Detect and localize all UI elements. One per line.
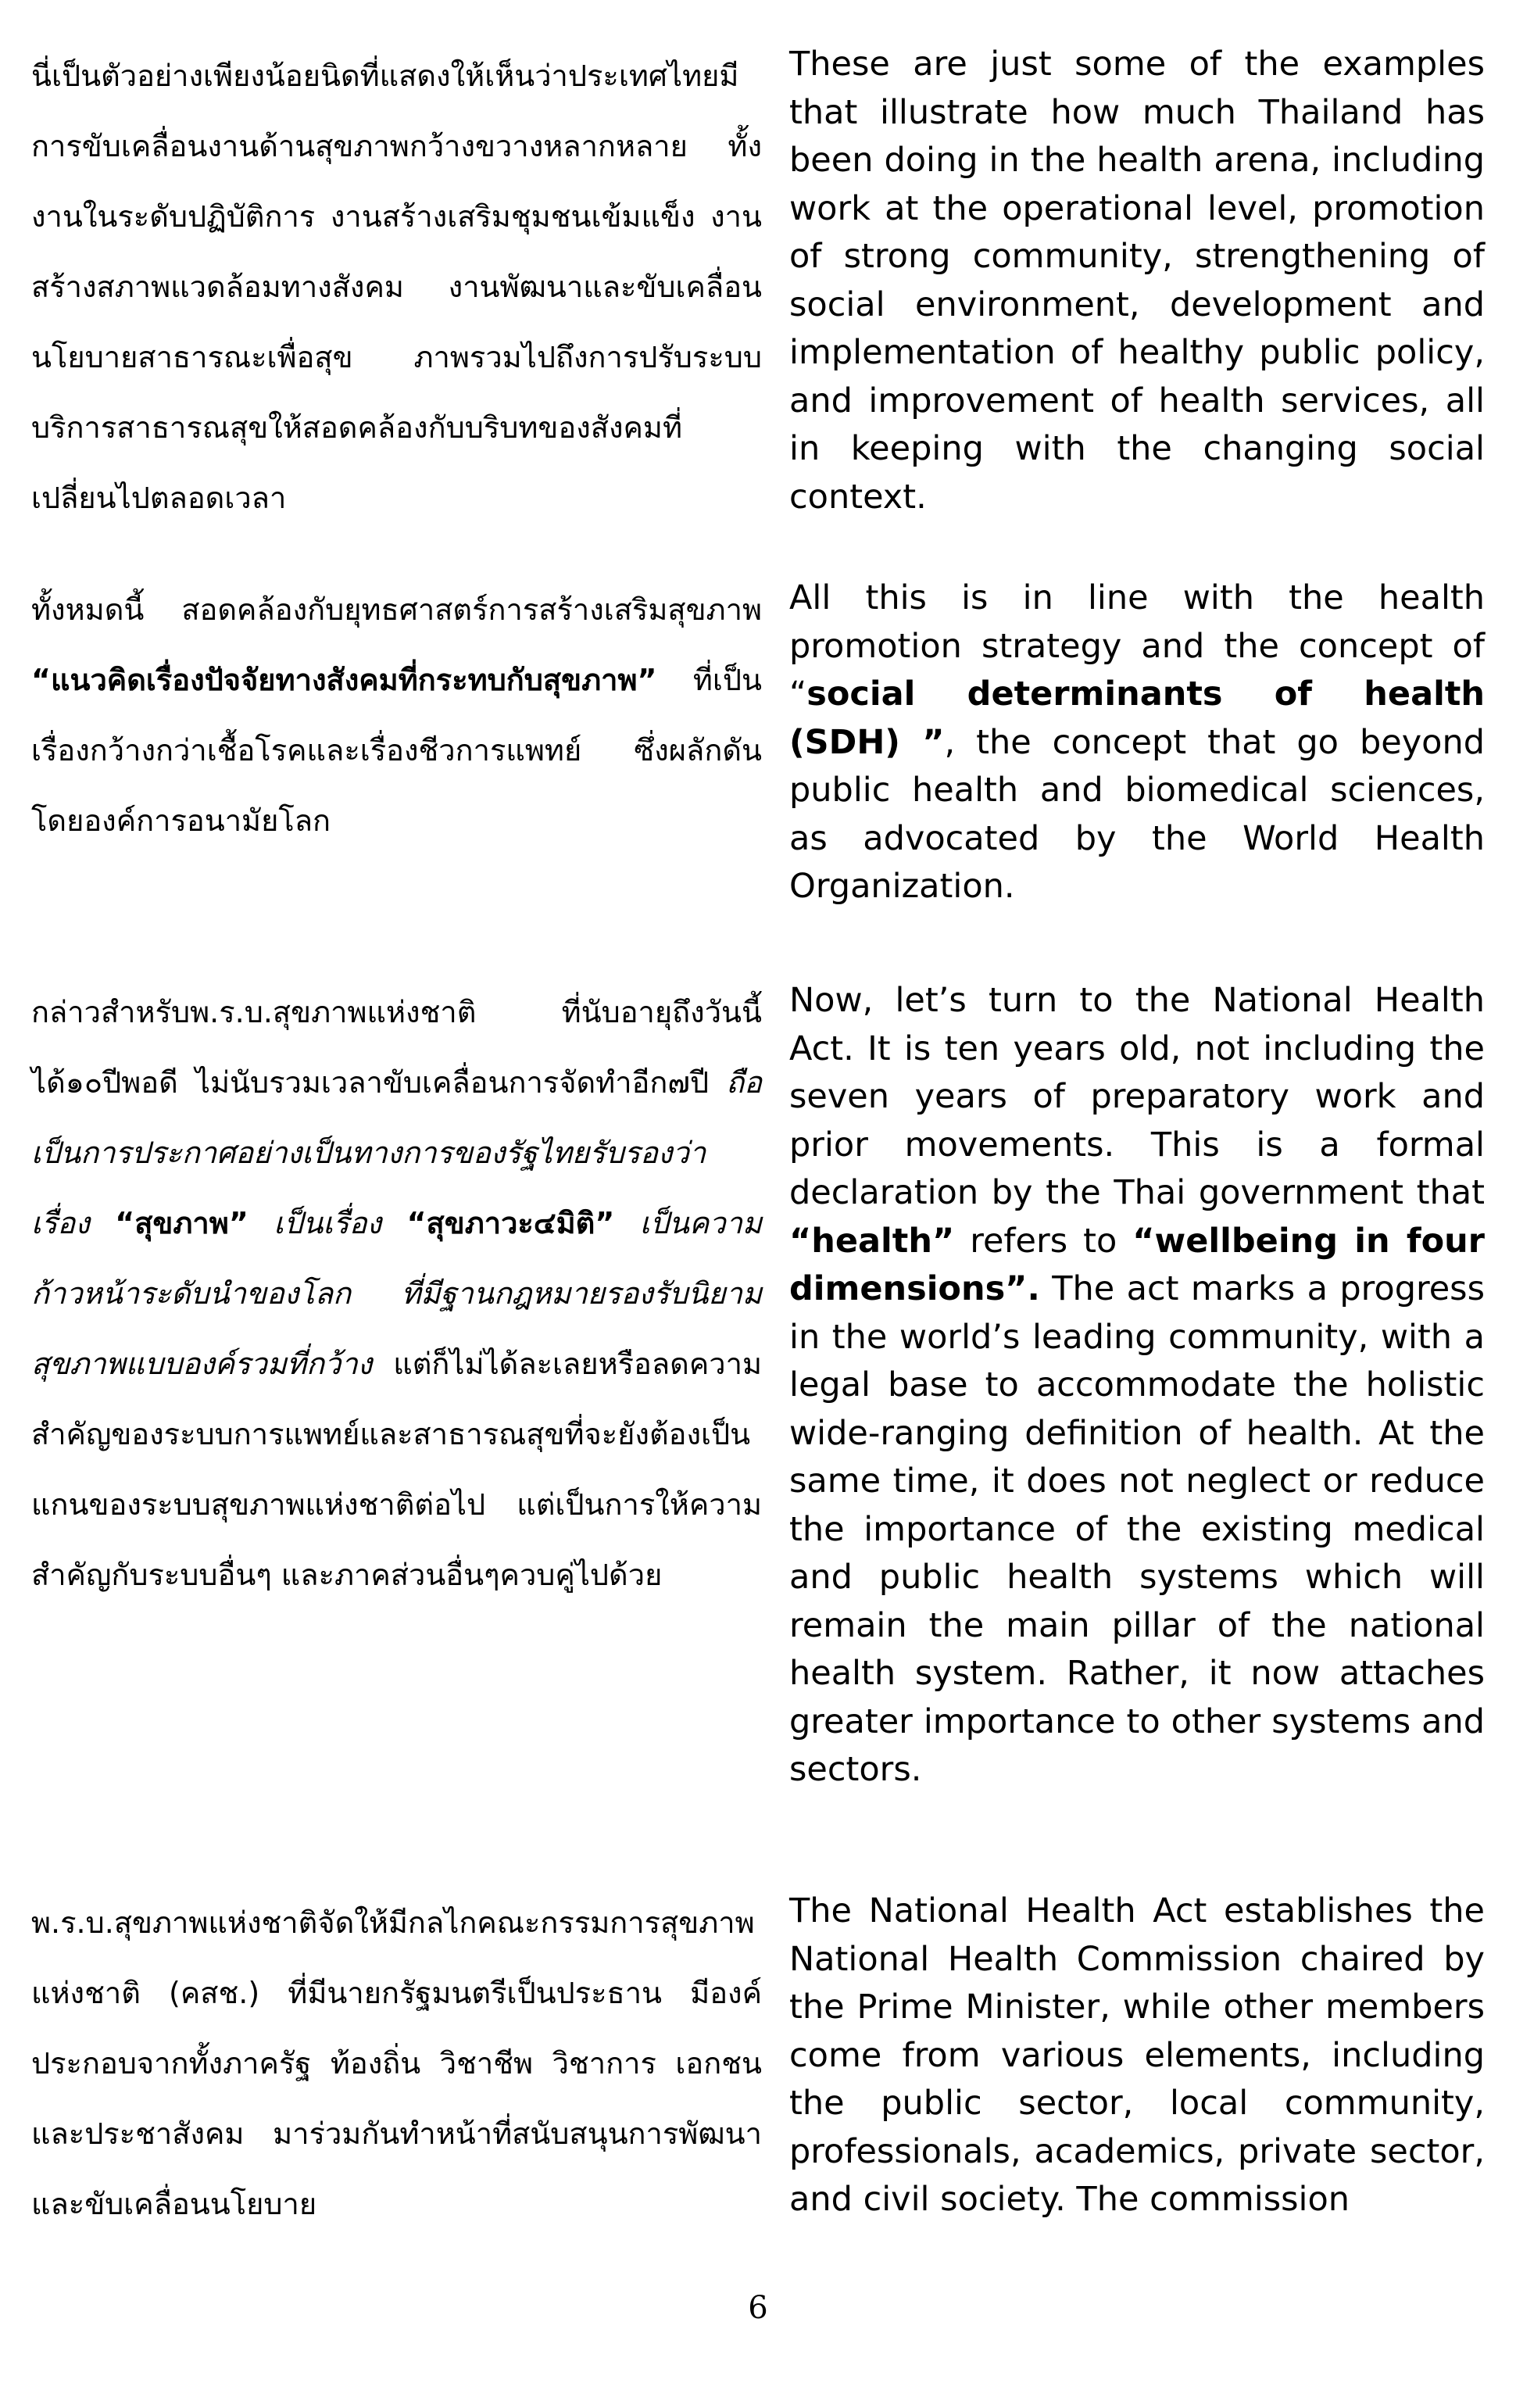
paragraph-text [31,41,762,533]
text-run: “แนวคิดเรื่องปัจจัยทางสังคมที่กระทบกับสุขภาพ” [31,663,657,697]
section-2 [31,574,1485,911]
english-paragraph [789,977,1485,1794]
paragraph-text [31,977,762,1610]
text-run: The National Health Act establishes the National Health Commission chaired by the Prime Minister, while other members come from various elements, including the public sector, local community, professionals, academics, private sector, and civil society. The commission [789,1891,1485,2219]
text-run: แต่ก็ไม่ได้ละเลยหรือลดความสำคัญของระบบการแพทย์และสาธารณสุขที่จะยังต้องเป็นแกนของระบบสุขภาพแห่งชาติต่อไป แต่เป็นการให้ความสำคัญกับระบบอื่นๆ และภาคส่วนอื่นๆควบคู่ไปด้วย [31,1347,762,1592]
text-run: กล่าวสำหรับพ.ร.บ.สุขภาพแห่งชาติ ที่นับอายุถึงวันนี้ได้๑๐ปีพอดี ไม่นับรวมเวลาขับเคลื่อนการจัดทำอีก๗ปี [31,995,762,1100]
thai-paragraph [31,41,762,533]
text-run: “สุขภาพ” [115,1206,248,1240]
text-run: “health” [789,1221,955,1261]
text-run: These are just some of the examples that illustrate how much Thailand has been doing in the health arena, including work at the operational level, promotion of strong community, strengthening of social environment, development and implementation of healthy public policy, and improvement of health services, all in keeping with the changing social context. [789,45,1485,517]
paragraph-text [789,41,1485,521]
english-paragraph [789,574,1485,911]
text-run: , the concept that go beyond public health and biomedical sciences, as advocated by the World Health Organization. [789,722,1486,906]
paragraph-text [31,1887,762,2239]
section-4 [31,1887,1485,2239]
section-1 [31,41,1485,533]
text-run: “สุขภาวะ๔มิติ” [406,1206,615,1240]
paragraph-text [789,977,1485,1794]
paragraph-text [789,1887,1485,2224]
thai-paragraph [31,977,762,1794]
english-paragraph [789,1887,1485,2239]
text-run: ถือเป็นการประกาศอย่างเป็นทางการของรัฐไทยรับรองว่าเรื่อง [31,1065,762,1240]
text-run: นี่เป็นตัวอย่างเพียงน้อยนิดที่แสดงให้เห็นว่าประเทศไทยมีการขับเคลื่อนงานด้านสุขภาพกว้างขวางหลากหลาย ทั้งงานในระดับปฏิบัติการ งานสร้างเสริมชุมชนเข้มแข็ง งานสร้างสภาพแวดล้อมทางสังคม งานพัฒนาและขับเคลื่อนนโยบายสาธารณะเพื่อสุข ภาพรวมไปถึงการปรับระบบบริการสาธารณสุขให้สอดคล้องกับบริบทของสังคมที่เปลี่ยนไปตลอดเวลา [31,59,762,515]
text-run: ทั้งหมดนี้ สอดคล้องกับยุทธศาสตร์การสร้างเสริมสุขภาพ [31,592,762,627]
text-run: “wellbeing in four dimensions”. [789,1221,1485,1308]
text-run: ที่เป็นเรื่องกว้างกว่าเชื้อโรคและเรื่องชีวการแพทย์ ซึ่งผลักดันโดยองค์การอนามัยโลก [31,663,762,838]
text-run: All this is in line with the health promotion strategy and the concept of “ [789,578,1485,714]
text-run: เป็นเรื่อง [248,1206,407,1240]
english-paragraph [789,41,1485,533]
text-run: เป็นความก้าวหน้าระดับนำของโลก ที่มีฐานกฎหมายรองรับนิยามสุขภาพแบบองค์รวมที่กว้าง [31,1206,762,1381]
text-run: พ.ร.บ.สุขภาพแห่งชาติจัดให้มีกลไกคณะกรรมการสุขภาพแห่งชาติ (คสช.) ที่มีนายกรัฐมนตรีเป็นประธาน มีองค์ประกอบจากทั้งภาครัฐ ท้องถิ่น วิชาชีพ วิชาการ เอกชนและประชาสังคม มาร่วมกันทำหน้าที่สนับสนุนการพัฒนาและขับเคลื่อนนโยบาย [31,1905,762,2221]
paragraph-text [789,574,1485,911]
page-number: 6 [748,2290,768,2326]
text-run: Now, let’s turn to the National Health Act. It is ten years old, not including the seven years of preparatory work and prior movements. This is a formal declaration by the Thai government that [789,981,1485,1212]
thai-paragraph [31,1887,762,2239]
paragraph-text [31,574,762,856]
text-run: social determinants of health (SDH) ” [789,674,1485,762]
section-3 [31,977,1485,1794]
text-run: refers to [954,1221,1133,1261]
text-run: The act marks a progress in the world’s leading community, with a legal base to accommodate the holistic wide-ranging definition of health. At the same time, it does not neglect or reduce the importance of the existing medical and public health systems which will remain the main pillar of the national health system. Rather, it now attaches greater importance to other systems and sectors. [789,1269,1485,1789]
thai-paragraph [31,574,762,911]
